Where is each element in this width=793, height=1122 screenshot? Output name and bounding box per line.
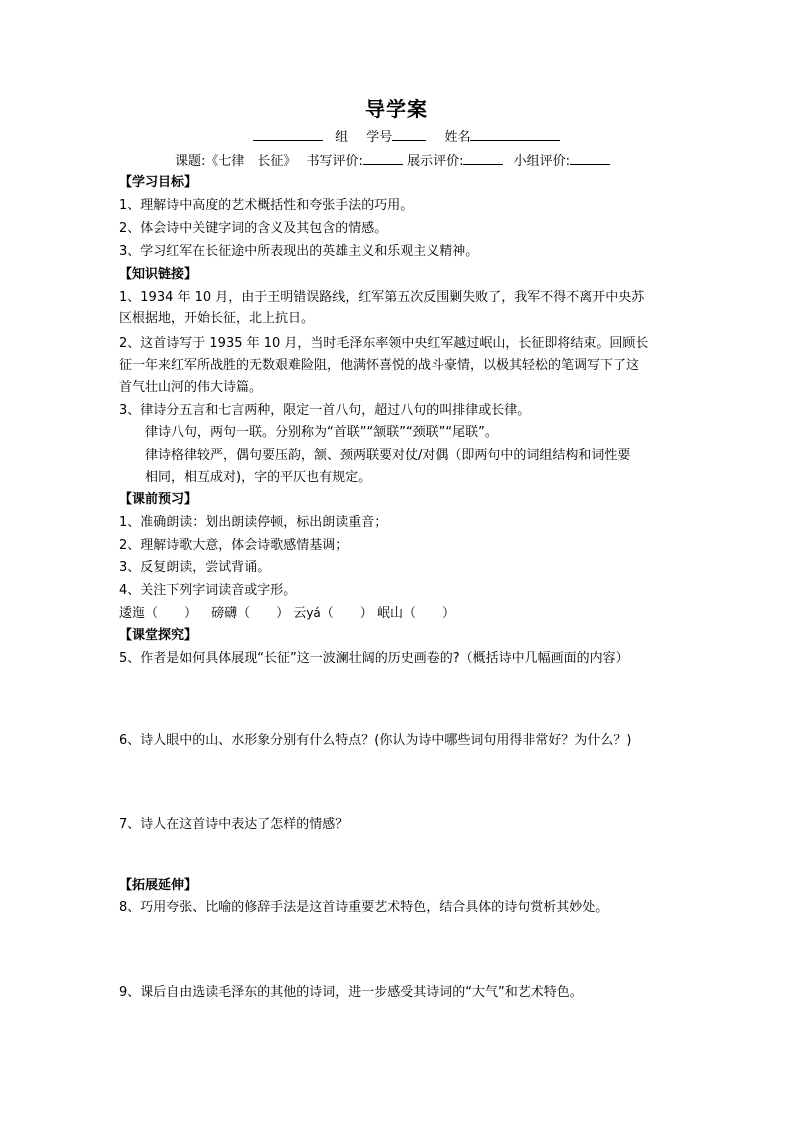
group-blank[interactable] — [253, 126, 323, 141]
question-5: 5、作者是如何具体展现“长征”这一波澜壮阔的历史画卷的?（概括诗中几幅画面的内容） — [119, 651, 629, 666]
group-label: 组 — [335, 130, 349, 145]
objective-item: 2、体会诗中关键字词的含义及其包含的情感。 — [119, 221, 388, 236]
vocab-word: 云 — [293, 606, 307, 621]
student-no-blank[interactable] — [392, 126, 426, 141]
lesson-eval-row — [175, 150, 610, 171]
knowledge-line: 1、1934 年 10 月，由于王明错误路线，红军第五次反围剿失败了，我军不得不离开中央苏 — [119, 290, 645, 305]
vocab-word: （ ） — [320, 606, 373, 621]
vocab-pinyin: yá — [306, 606, 321, 620]
writing-eval-blank[interactable] — [363, 150, 403, 165]
display-eval-label: 展示评价: — [407, 154, 464, 169]
section-objectives-heading: 【学习目标】 — [119, 175, 198, 190]
vocab-word: 磅礴（ ） — [211, 606, 290, 621]
group-eval-blank[interactable] — [570, 150, 610, 165]
knowledge-line: 2、这首诗写于 1935 年 10 月，当时毛泽东率领中央红军越过岷山，长征即将结束。回顾长 — [119, 336, 649, 351]
question-7: 7、诗人在这首诗中表达了怎样的情感？ — [119, 817, 349, 832]
question-8: 8、巧用夸张、比喻的修辞手法是这首诗重要艺术特色，结合具体的诗句赏析其妙处。 — [119, 900, 609, 915]
knowledge-line: 征一年来红军所战胜的无数艰难险阻，他满怀喜悦的战斗豪情，以极其轻松的笔调写下了这 — [119, 358, 640, 373]
vocab-word: 岷山（ ） — [376, 606, 455, 621]
student-no-label: 学号 — [366, 130, 393, 145]
section-preview-heading: 【课前预习】 — [119, 492, 198, 507]
preview-item: 2、理解诗歌大意，体会诗歌感情基调； — [119, 538, 349, 553]
knowledge-line: 律诗格律较严，偶句要压韵，颔、颈两联要对仗/对偶（即两句中的词组结构和词性要 — [145, 448, 631, 463]
preview-item: 1、准确朗读：划出朗读停顿，标出朗读重音； — [119, 515, 388, 530]
name-label: 姓名 — [444, 130, 471, 145]
group-eval-label: 小组评价: — [513, 154, 570, 169]
vocab-word: 逶迤（ ） — [119, 606, 198, 621]
section-explore-heading: 【课堂探究】 — [119, 628, 198, 643]
display-eval-blank[interactable] — [463, 150, 503, 165]
question-9: 9、课后自由选读毛泽东的其他的诗词，进一步感受其诗词的“大气”和艺术特色。 — [119, 985, 583, 1000]
section-extend-heading: 【拓展延伸】 — [119, 878, 198, 893]
knowledge-line: 律诗八句，两句一联。分别称为“首联”“颔联”“颈联”“尾联”。 — [145, 425, 498, 440]
knowledge-line: 区根据地，开始长征，北上抗日。 — [119, 311, 315, 326]
writing-eval-label: 书写评价: — [306, 154, 363, 169]
lesson-topic: 课题:《七律 长征》 — [175, 154, 297, 169]
page-title: 导学案 — [365, 97, 428, 121]
knowledge-line: 首气壮山河的伟大诗篇。 — [119, 380, 263, 395]
objective-item: 1、理解诗中高度的艺术概括性和夸张手法的巧用。 — [119, 198, 414, 213]
vocab-row — [119, 604, 455, 623]
knowledge-line: 相同，相互成对)，字的平仄也有规定。 — [145, 470, 372, 485]
name-blank[interactable] — [470, 126, 560, 141]
student-info-row — [253, 126, 560, 147]
section-knowledge-heading: 【知识链接】 — [119, 267, 198, 282]
preview-item: 4、关注下列字词读音或字形。 — [119, 583, 297, 598]
question-6: 6、诗人眼中的山、水形象分别有什么特点？(你认为诗中哪些词句用得非常好？为什么？) — [119, 733, 632, 748]
knowledge-line: 3、律诗分五言和七言两种，限定一首八句，超过八句的叫排律或长律。 — [119, 403, 531, 418]
preview-item: 3、反复朗读，尝试背诵。 — [119, 560, 271, 575]
objective-item: 3、学习红军在长征途中所表现出的英雄主义和乐观主义精神。 — [119, 244, 479, 259]
